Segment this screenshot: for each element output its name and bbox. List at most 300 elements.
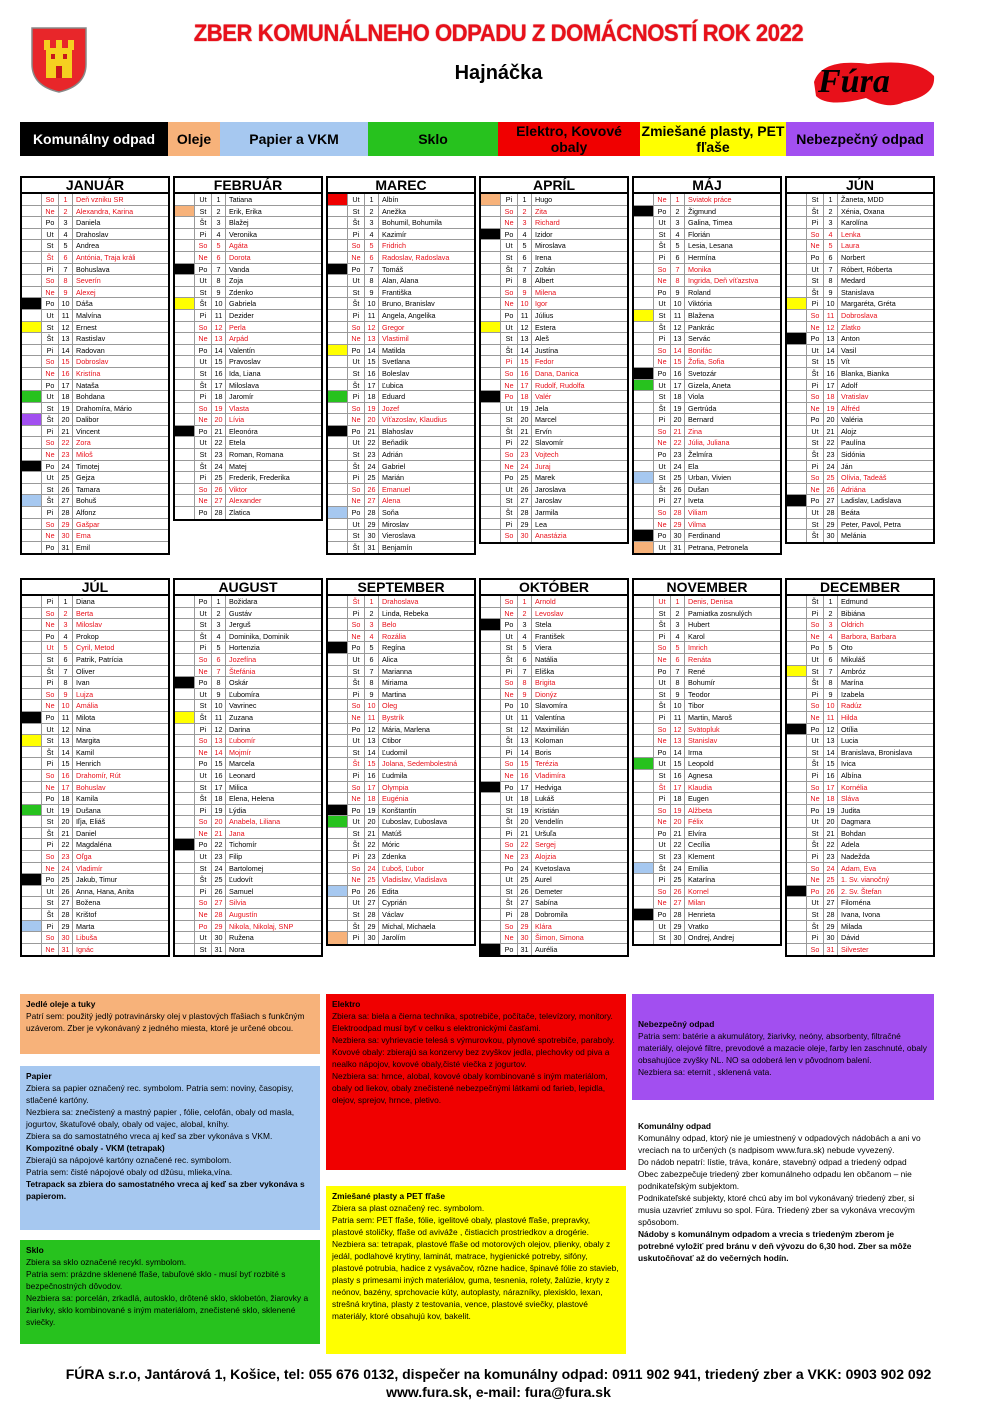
weekday-abbr: Ut — [348, 735, 365, 746]
collection-marker — [328, 886, 348, 897]
collection-marker — [328, 700, 348, 711]
name-day: Demeter — [535, 886, 563, 896]
name-day: Margita — [76, 736, 100, 746]
day-number: 10 — [365, 298, 379, 309]
weekday-abbr: Ne — [807, 322, 824, 333]
collection-marker — [175, 689, 195, 700]
day-number: 12 — [59, 724, 73, 735]
name-day: Viola — [688, 392, 704, 402]
collection-marker — [22, 437, 42, 448]
name-day: Perla — [229, 322, 246, 332]
day-number: 25 — [212, 874, 226, 885]
day-number: 17 — [365, 782, 379, 793]
day-number: 26 — [365, 484, 379, 495]
name-day: Maximilián — [535, 724, 569, 734]
day-row — [634, 631, 780, 643]
weekday-abbr: St — [195, 700, 212, 711]
weekday-abbr: Pi — [195, 724, 212, 735]
collection-marker — [22, 666, 42, 677]
day-row — [22, 666, 168, 678]
day-number: 26 — [671, 886, 685, 897]
day-row — [481, 495, 627, 507]
collection-marker — [634, 495, 654, 506]
name-day: Eleonóra — [229, 426, 258, 436]
weekday-abbr: Št — [807, 287, 824, 298]
day-row — [634, 921, 780, 933]
day-row — [175, 944, 321, 956]
weekday-abbr: Št — [807, 530, 824, 542]
collection-marker — [328, 519, 348, 530]
weekday-abbr: St — [807, 909, 824, 920]
name-day: Soňa — [382, 508, 399, 518]
name-day: Valéria — [841, 415, 863, 425]
weekday-abbr: Ne — [42, 863, 59, 874]
name-day: Miloš — [76, 450, 93, 460]
name-day: Aurel — [535, 875, 552, 885]
month-name: SEPTEMBER — [328, 580, 474, 596]
day-number: 20 — [518, 414, 532, 425]
info-electro-metal: Elektro Zbiera sa: biela a čierna technika, spotrebiče, počítače, televízory, monitory. Elektroodpad musí byť v celku s elektronickými časťami. Nezbiera sa: vyhrievacie telesá s výmurovkou, plynové spotrebiče, paraboly. Kovové obaly: zbierajú sa konzervy bez zvyškov jedla, plechovky od piva a nealko nápojov, kovové obaly,čisté viečka z jogurtov. Nezbiera sa: hrnce, alobal, kovové obaly kombinované s iným materiálom, obaly od liekov, obaly znečistené nebezpečnými látkami od farieb, lepidla, olejov, sprejov, hrnce, pletivo. — [326, 994, 626, 1170]
collection-marker — [481, 530, 501, 542]
name-day: Alexandra, Karina — [76, 206, 134, 216]
collection-marker — [634, 770, 654, 781]
name-day: Zuzana — [229, 712, 253, 722]
weekday-abbr: Št — [195, 461, 212, 472]
weekday-abbr: Po — [654, 287, 671, 298]
collection-marker — [634, 275, 654, 286]
day-row — [22, 194, 168, 206]
name-day: Albína — [841, 770, 862, 780]
name-day: Blanka, Bianka — [841, 368, 889, 378]
day-number: 29 — [365, 921, 379, 932]
day-number: 29 — [59, 519, 73, 530]
day-number: 26 — [212, 484, 226, 495]
day-number: 22 — [824, 437, 838, 448]
weekday-abbr: Po — [348, 642, 365, 653]
collection-marker — [787, 252, 807, 263]
day-row — [634, 724, 780, 736]
name-day: Gašpar — [76, 519, 100, 529]
collection-marker — [787, 712, 807, 723]
weekday-abbr: Pi — [807, 608, 824, 619]
name-day: Ignác — [76, 944, 94, 954]
name-day: Cyril, Metod — [76, 643, 115, 653]
collection-marker — [22, 793, 42, 804]
day-number: 30 — [212, 932, 226, 943]
day-row — [787, 414, 933, 426]
name-day: Ervín — [535, 426, 552, 436]
day-number: 23 — [212, 851, 226, 862]
footer-contact: FÚRA s.r.o, Jantárová 1, Košice, tel: 055 676 0132, dispečer na komunálny odpad: 0911 902 941, triedený zber a VKK: 0903 902 092 — [65, 1366, 932, 1382]
day-row — [787, 403, 933, 415]
day-number: 30 — [671, 932, 685, 944]
collection-marker — [175, 909, 195, 920]
day-row — [175, 758, 321, 770]
weekday-abbr: Št — [195, 793, 212, 804]
weekday-abbr: Ut — [348, 275, 365, 286]
name-day: Stanislava — [841, 287, 875, 297]
weekday-abbr: So — [654, 886, 671, 897]
collection-marker — [328, 608, 348, 619]
name-day: Lýdia — [229, 805, 247, 815]
collection-marker — [175, 932, 195, 943]
name-day: 2. Sv. Štefan — [841, 886, 882, 896]
day-row — [22, 677, 168, 689]
collection-marker — [634, 252, 654, 263]
collection-marker — [787, 368, 807, 379]
day-number: 5 — [824, 240, 838, 251]
day-row — [328, 414, 474, 426]
collection-marker — [22, 770, 42, 781]
weekday-abbr: Ne — [807, 793, 824, 804]
name-day: Ida, Liana — [229, 368, 261, 378]
collection-marker — [634, 909, 654, 920]
day-number: 11 — [518, 310, 532, 321]
weekday-abbr: Pi — [348, 229, 365, 240]
day-row — [634, 252, 780, 264]
month-calendar — [479, 578, 629, 957]
day-number: 3 — [671, 217, 685, 228]
day-row — [22, 403, 168, 415]
weekday-abbr: Ut — [42, 724, 59, 735]
day-row — [634, 770, 780, 782]
weekday-abbr: Ne — [348, 495, 365, 506]
day-number: 7 — [59, 666, 73, 677]
name-day: Žofia, Sofia — [688, 357, 725, 367]
collection-marker — [634, 356, 654, 367]
weekday-abbr: So — [42, 275, 59, 286]
weekday-abbr: Št — [348, 596, 365, 607]
collection-marker — [634, 206, 654, 217]
day-row — [328, 194, 474, 206]
day-row — [787, 368, 933, 380]
day-number: 6 — [212, 654, 226, 665]
day-row — [328, 735, 474, 747]
day-row — [175, 206, 321, 218]
collection-marker — [328, 747, 348, 758]
day-number: 28 — [671, 909, 685, 920]
weekday-abbr: So — [501, 449, 518, 460]
day-row — [634, 758, 780, 770]
collection-marker — [634, 484, 654, 495]
weekday-abbr: Ne — [348, 252, 365, 263]
name-day: Stela — [535, 620, 552, 630]
collection-marker — [22, 217, 42, 228]
weekday-abbr: St — [195, 863, 212, 874]
name-day: Daniel — [76, 828, 97, 838]
collection-marker — [634, 805, 654, 816]
day-number: 30 — [59, 932, 73, 943]
collection-marker — [787, 287, 807, 298]
weekday-abbr: Po — [348, 345, 365, 356]
weekday-abbr: Ut — [807, 654, 824, 665]
day-number: 6 — [518, 654, 532, 665]
name-day: Henrieta — [688, 910, 716, 920]
weekday-abbr: So — [42, 608, 59, 619]
day-number: 5 — [365, 642, 379, 653]
name-day: Jela — [535, 403, 549, 413]
day-number: 10 — [824, 298, 838, 309]
name-day: Branislava, Bronislava — [841, 747, 913, 757]
day-number: 29 — [59, 921, 73, 932]
collection-marker — [175, 240, 195, 251]
day-number: 17 — [671, 380, 685, 391]
collection-marker — [787, 461, 807, 472]
collection-marker — [481, 724, 501, 735]
day-number: 17 — [518, 380, 532, 391]
weekday-abbr: Št — [348, 380, 365, 391]
collection-marker — [175, 642, 195, 653]
name-day: Sergej — [535, 840, 556, 850]
weekday-abbr: Ut — [501, 484, 518, 495]
weekday-abbr: Ne — [348, 793, 365, 804]
weekday-abbr: Po — [654, 666, 671, 677]
day-number: 5 — [59, 642, 73, 653]
day-row — [787, 642, 933, 654]
day-row — [22, 380, 168, 392]
name-day: Henrich — [76, 759, 101, 769]
collection-marker — [634, 310, 654, 321]
collection-marker — [328, 793, 348, 804]
day-row — [175, 921, 321, 933]
name-day: Gabriela — [229, 299, 257, 309]
collection-marker — [22, 403, 42, 414]
day-number: 29 — [671, 921, 685, 932]
collection-marker — [22, 932, 42, 943]
name-day: Norbert — [841, 252, 865, 262]
collection-marker — [481, 426, 501, 437]
weekday-abbr: Ut — [807, 816, 824, 827]
day-number: 27 — [671, 495, 685, 506]
collection-marker — [328, 542, 348, 554]
day-row — [328, 519, 474, 531]
day-row — [481, 449, 627, 461]
collection-marker — [634, 828, 654, 839]
collection-marker — [175, 608, 195, 619]
collection-marker — [634, 519, 654, 530]
day-number: 20 — [671, 414, 685, 425]
day-number: 12 — [212, 724, 226, 735]
day-row — [481, 654, 627, 666]
day-row — [328, 449, 474, 461]
day-row — [22, 206, 168, 218]
day-number: 23 — [212, 449, 226, 460]
weekday-abbr: Pi — [807, 217, 824, 228]
name-day: Ľuboslav, Ľuboslava — [382, 817, 447, 827]
day-row — [328, 654, 474, 666]
collection-marker — [787, 886, 807, 897]
name-day: Urban, Vivien — [688, 473, 732, 483]
day-row — [481, 816, 627, 828]
weekday-abbr: So — [348, 484, 365, 495]
weekday-abbr: Pi — [501, 194, 518, 205]
day-number: 24 — [824, 461, 838, 472]
weekday-abbr: Pi — [195, 805, 212, 816]
day-number: 8 — [824, 677, 838, 688]
collection-marker — [634, 472, 654, 483]
weekday-abbr: Ne — [654, 437, 671, 448]
day-number: 10 — [518, 700, 532, 711]
day-number: 30 — [671, 530, 685, 541]
collection-marker — [328, 391, 348, 402]
name-day: Patrik, Patrícia — [76, 654, 123, 664]
name-day: Alojzia — [535, 852, 557, 862]
weekday-abbr: Pi — [42, 345, 59, 356]
day-number: 2 — [671, 608, 685, 619]
day-row — [481, 507, 627, 519]
day-number: 19 — [212, 805, 226, 816]
weekday-abbr: Ut — [654, 461, 671, 472]
name-day: Veronika — [229, 229, 257, 239]
name-day: Bohuslav — [76, 782, 106, 792]
weekday-abbr: Ne — [195, 252, 212, 263]
name-day: Ľubomíra — [229, 689, 260, 699]
collection-marker — [22, 782, 42, 793]
day-number: 7 — [824, 264, 838, 275]
collection-marker — [787, 874, 807, 885]
month-name: FEBRUÁR — [175, 178, 321, 194]
weekday-abbr: Ne — [501, 932, 518, 943]
day-number: 28 — [824, 909, 838, 920]
day-row — [175, 886, 321, 898]
day-row — [481, 851, 627, 863]
name-day: Ľudmila — [382, 770, 408, 780]
weekday-abbr: Pi — [501, 909, 518, 920]
collection-marker — [481, 356, 501, 367]
weekday-abbr: Po — [807, 805, 824, 816]
collection-marker — [328, 689, 348, 700]
collection-marker — [634, 921, 654, 932]
name-day: Amália — [76, 701, 98, 711]
weekday-abbr: So — [501, 677, 518, 688]
day-row — [175, 217, 321, 229]
name-day: Jarmila — [535, 508, 559, 518]
day-number: 6 — [212, 252, 226, 263]
weekday-abbr: Pi — [501, 519, 518, 530]
day-row — [175, 932, 321, 944]
day-number: 1 — [518, 596, 532, 607]
day-row — [175, 782, 321, 794]
collection-marker — [328, 782, 348, 793]
svg-text:Fúra: Fúra — [818, 63, 890, 100]
name-day: Blahoslav — [382, 426, 414, 436]
collection-marker — [22, 619, 42, 630]
name-day: Eugen — [688, 794, 709, 804]
name-day: Gizela, Aneta — [688, 380, 731, 390]
collection-marker — [481, 886, 501, 897]
day-row — [634, 828, 780, 840]
name-day: Oskár — [229, 678, 249, 688]
day-row — [175, 298, 321, 310]
day-row — [787, 484, 933, 496]
collection-marker — [481, 851, 501, 862]
day-row — [481, 666, 627, 678]
name-day: Beáta — [841, 508, 860, 518]
collection-marker — [634, 700, 654, 711]
weekday-abbr: Št — [195, 874, 212, 885]
day-row — [175, 333, 321, 345]
month-name: MÁJ — [634, 178, 780, 194]
weekday-abbr: Po — [195, 426, 212, 437]
day-row — [22, 310, 168, 322]
day-number: 4 — [212, 631, 226, 642]
collection-marker — [175, 264, 195, 275]
day-row — [175, 909, 321, 921]
collection-marker — [328, 770, 348, 781]
weekday-abbr: Št — [501, 816, 518, 827]
day-number: 7 — [365, 264, 379, 275]
day-row — [175, 194, 321, 206]
day-row — [22, 758, 168, 770]
weekday-abbr: So — [501, 596, 518, 607]
collection-marker — [175, 449, 195, 460]
day-row — [175, 380, 321, 392]
day-number: 19 — [671, 403, 685, 414]
collection-marker — [328, 909, 348, 920]
weekday-abbr: Št — [42, 333, 59, 344]
collection-marker — [634, 229, 654, 240]
collection-marker — [22, 828, 42, 839]
name-day: Iveta — [688, 496, 704, 506]
collection-marker — [634, 642, 654, 653]
collection-marker — [22, 495, 42, 506]
day-row — [634, 793, 780, 805]
name-day: Imrich — [688, 643, 708, 653]
day-row — [481, 403, 627, 415]
name-day: Severín — [76, 276, 101, 286]
day-number: 17 — [212, 782, 226, 793]
month-name: OKTÓBER — [481, 580, 627, 596]
day-number: 19 — [518, 805, 532, 816]
collection-marker — [787, 828, 807, 839]
day-row — [481, 368, 627, 380]
day-number: 8 — [824, 275, 838, 286]
day-number: 4 — [671, 229, 685, 240]
collection-marker — [787, 229, 807, 240]
weekday-abbr: Pi — [195, 886, 212, 897]
collection-marker — [481, 642, 501, 653]
weekday-abbr: St — [195, 287, 212, 298]
name-day: Alojz — [841, 426, 857, 436]
name-day: Izabela — [841, 689, 865, 699]
day-number: 23 — [824, 851, 838, 862]
day-row — [175, 747, 321, 759]
weekday-abbr: Št — [654, 484, 671, 495]
weekday-abbr: Št — [807, 206, 824, 217]
name-day: Vojtech — [535, 450, 559, 460]
name-day: Kamila — [76, 794, 98, 804]
collection-marker — [481, 921, 501, 932]
weekday-abbr: St — [807, 666, 824, 677]
day-number: 12 — [212, 322, 226, 333]
weekday-abbr: Ne — [195, 414, 212, 425]
day-number: 27 — [518, 897, 532, 908]
day-row — [787, 897, 933, 909]
collection-marker — [481, 519, 501, 530]
day-row — [787, 596, 933, 608]
collection-marker — [175, 322, 195, 333]
day-row — [481, 805, 627, 817]
weekday-abbr: Po — [807, 495, 824, 506]
collection-marker — [328, 426, 348, 437]
weekday-abbr: St — [42, 654, 59, 665]
weekday-abbr: Pi — [348, 391, 365, 402]
weekday-abbr: So — [654, 805, 671, 816]
collection-marker — [175, 921, 195, 932]
name-day: Oldrich — [841, 620, 864, 630]
day-row — [22, 449, 168, 461]
collection-marker — [787, 472, 807, 483]
